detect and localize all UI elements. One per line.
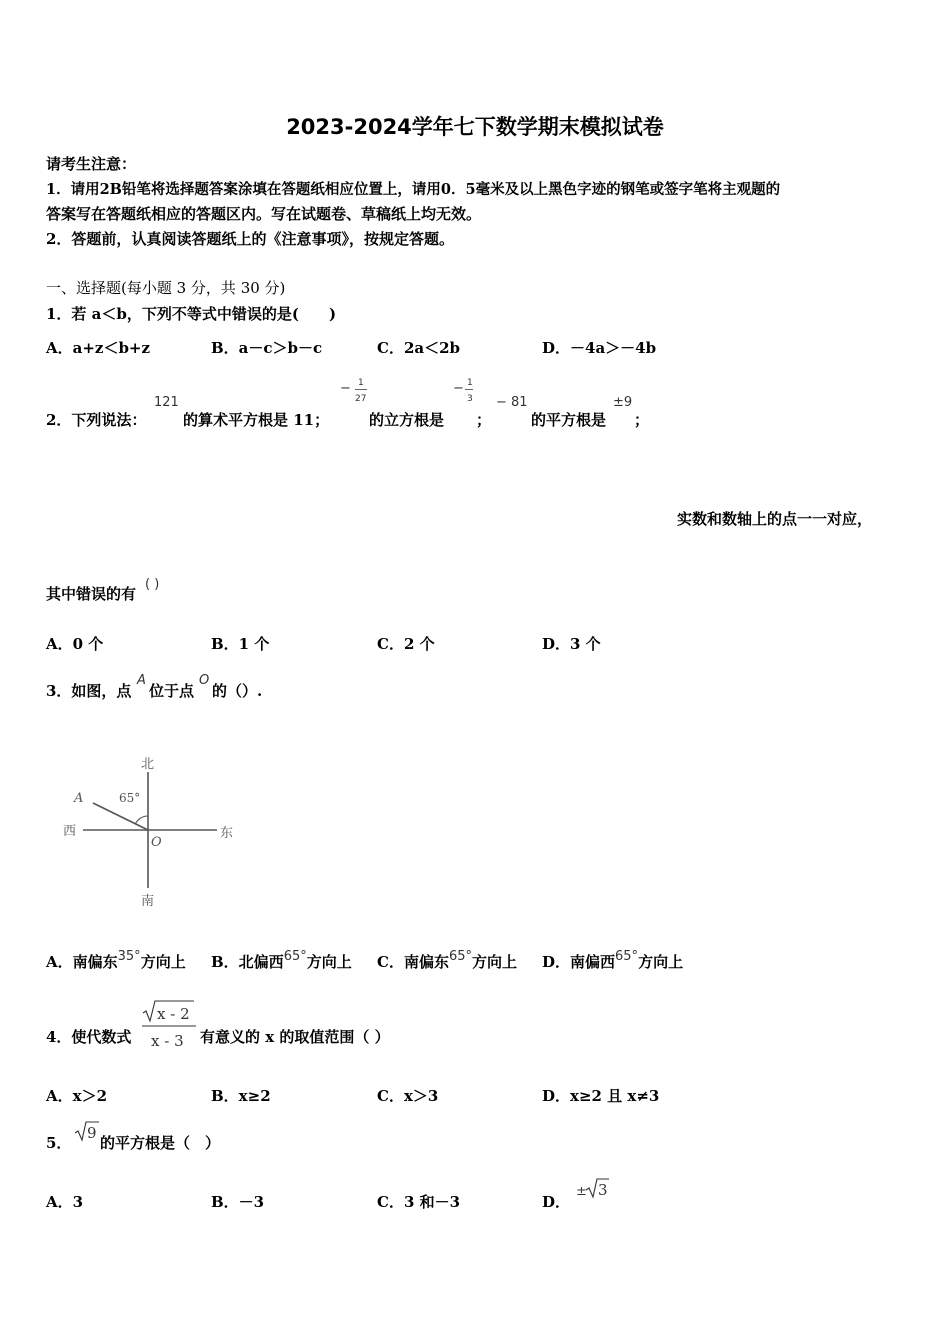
section-heading: 一、选择题(每小题 3 分，共 30 分) — [46, 279, 286, 297]
sqrt-9 — [74, 1120, 100, 1144]
question-5-option-d-label: D． — [542, 1193, 571, 1211]
page-title: 2023-2024学年七下数学期末模拟试卷 — [286, 115, 664, 139]
question-2-text-3: ； — [476, 411, 492, 429]
math-frac-num-1: 1 — [358, 378, 364, 388]
label-point-o: O — [151, 835, 162, 850]
question-3-option-d: D．南偏西65°方向上 — [542, 949, 684, 971]
label-south: 南 — [141, 894, 155, 909]
question-4-option-c: C．x＞3 — [377, 1087, 439, 1105]
degree-35: 35° — [117, 949, 141, 964]
question-2-option-a: A．0 个 — [46, 635, 104, 653]
answer-paren: ( ) — [145, 577, 160, 592]
question-1-stem: 1．若 a＜b，下列不等式中错误的是( ) — [46, 305, 337, 323]
math-frac-num-2: 1 — [467, 378, 473, 388]
question-1-option-a: A．a+z＜b+z — [46, 339, 151, 357]
question-2-prefix: 2．下列说法： — [46, 411, 147, 429]
fraction-expression — [140, 998, 198, 1054]
math-minus-2: − — [453, 381, 464, 396]
denominator: x - 3 — [151, 1032, 184, 1050]
math-frac-bar-2 — [465, 389, 473, 390]
question-4-prefix: 4．使代数式 — [46, 1028, 132, 1046]
label-angle: 65° — [119, 791, 141, 805]
question-2-text-2: 的立方根是 — [369, 411, 445, 429]
math-minus-1: − — [340, 381, 351, 396]
question-3-stem-a: 3．如图，点 — [46, 682, 132, 700]
question-4-option-a: A．x＞2 — [46, 1087, 108, 1105]
degree-65: 65° — [615, 949, 639, 964]
question-2-option-d: D．3 个 — [542, 635, 601, 653]
math-frac-bar-1 — [355, 389, 367, 390]
question-2-line-2: 实数和数轴上的点一一对应， — [677, 510, 873, 528]
question-3-option-b: B．北偏西65°方向上 — [211, 949, 352, 971]
question-2-line-3: 其中错误的有 — [46, 585, 137, 603]
question-1-option-b: B．a－c＞b－c — [211, 339, 323, 357]
math-121: 121 — [154, 395, 179, 410]
radicand: 3 — [598, 1181, 608, 1199]
notice-heading: 请考生注意： — [46, 155, 137, 173]
numerator: x - 2 — [157, 1005, 190, 1023]
question-2-option-b: B．1 个 — [211, 635, 270, 653]
question-5-option-c: C．3 和－3 — [377, 1193, 461, 1211]
math-frac-den-1: 27 — [355, 394, 367, 404]
ray-oa — [93, 803, 148, 830]
question-3-stem-b: 位于点 — [149, 682, 195, 700]
notice-item-1-line-2: 答案写在答题纸相应的答题区内。写在试题卷、草稿纸上均无效。 — [46, 205, 482, 223]
var-a: A — [137, 673, 146, 688]
question-4-option-b: B．x≥2 — [211, 1087, 271, 1105]
question-1-option-c: C．2a＜2b — [377, 339, 461, 357]
math-frac-den-2: 3 — [467, 394, 473, 404]
question-3-option-a: A．南偏东35°方向上 — [46, 949, 186, 971]
notice-item-2: 2．答题前，认真阅读答题纸上的《注意事项》，按规定答题。 — [46, 230, 454, 248]
question-2-option-c: C．2 个 — [377, 635, 435, 653]
math-minus-81: − 81 — [496, 395, 528, 410]
question-5-option-a: A．3 — [46, 1193, 84, 1211]
question-5-option-b: B．－3 — [211, 1193, 265, 1211]
angle-arc — [135, 816, 148, 824]
pm-sqrt-3 — [575, 1177, 611, 1201]
question-3-option-c: C．南偏东65°方向上 — [377, 949, 518, 971]
compass-figure — [55, 748, 245, 913]
question-2-text-1: 的算术平方根是 11； — [183, 411, 330, 429]
question-2-text-4: 的平方根是 — [531, 411, 607, 429]
label-east: 东 — [220, 826, 234, 841]
degree-65: 65° — [448, 949, 472, 964]
label-point-a: A — [74, 791, 84, 806]
question-1-option-d: D．－4a＞－4b — [542, 339, 657, 357]
notice-item-1-line-1: 1．请用2B铅笔将选择题答案涂填在答题纸相应位置上，请用0．5毫米及以上黑色字迹的钢笔或签字笔将主观题的 — [46, 181, 781, 198]
question-4-option-d: D．x≥2 且 x≠3 — [542, 1087, 660, 1105]
question-4-suffix: 有意义的 x 的取值范围（ ） — [200, 1028, 390, 1046]
label-north: 北 — [141, 757, 155, 772]
degree-65: 65° — [283, 949, 307, 964]
question-5-suffix: 的平方根是（ ） — [100, 1134, 221, 1152]
label-west: 西 — [63, 824, 77, 839]
question-3-stem-c: 的（）. — [212, 682, 263, 700]
question-5-prefix: 5． — [46, 1134, 72, 1152]
var-o: O — [199, 673, 210, 688]
question-2-text-5: ； — [634, 411, 650, 429]
math-pm-9: ±9 — [613, 395, 633, 410]
plus-minus: ± — [576, 1184, 587, 1199]
radicand: 9 — [87, 1124, 97, 1142]
